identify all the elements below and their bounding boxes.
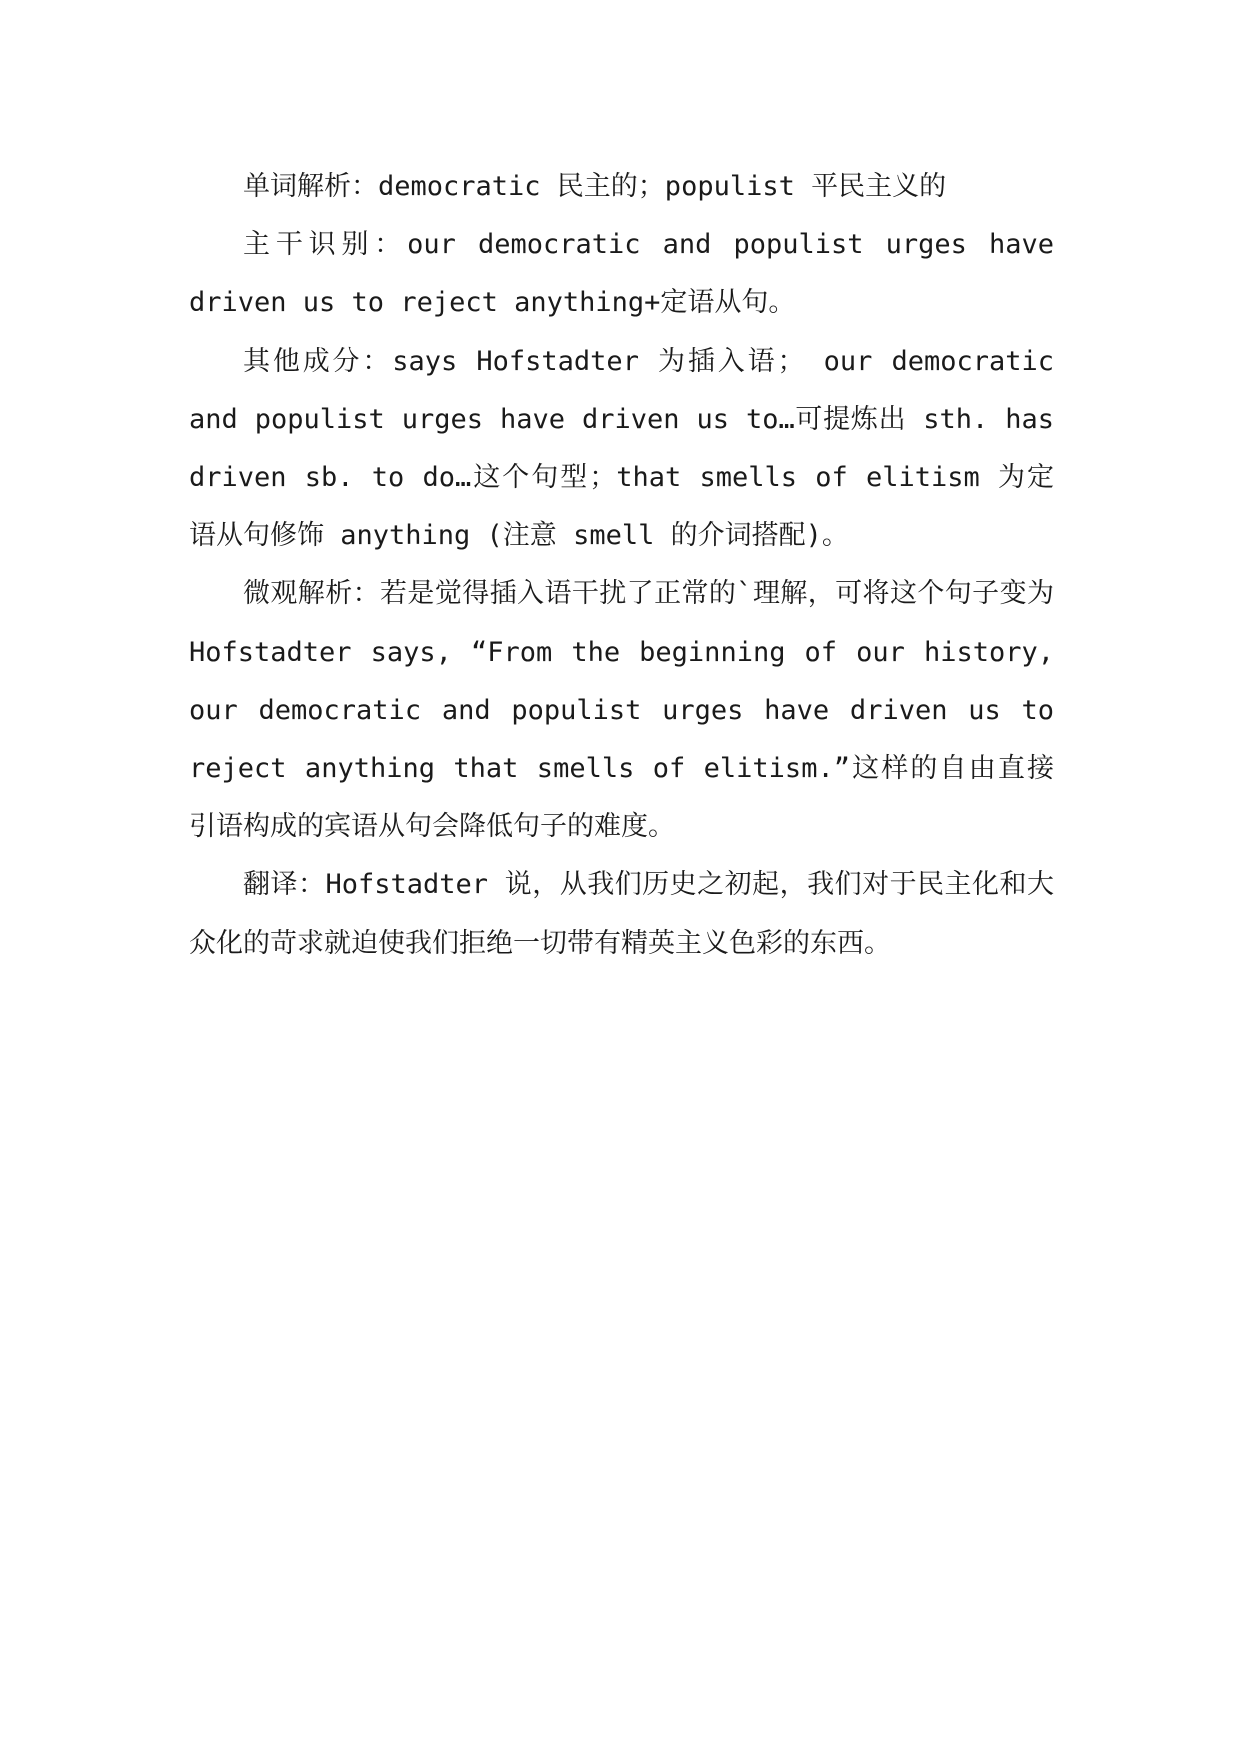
paragraph-micro-analysis: 微观解析：若是觉得插入语干扰了正常的`理解，可将这个句子变为 Hofstadter says, “From the beginning of our history, our democratic and populist urges have driven us to reject anything that smells of elitism.”这样的自由直接引语构成的宾语从句会降低句子的难度。: [189, 578, 1054, 843]
paragraph-main-clause: 主干识别：our democratic and populist urges have driven us to reject anything+定语从句。: [189, 229, 1054, 319]
paragraph-word-analysis: 单词解析：democratic 民主的；populist 平民主义的: [243, 171, 947, 202]
paragraph-translation: 翻译：Hofstadter 说，从我们历史之初起，我们对于民主化和大众化的苛求就迫使我们拒绝一切带有精英主义色彩的东西。: [189, 869, 1054, 959]
document-body: [189, 158, 1054, 973]
paragraph-other-components: 其他成分：says Hofstadter 为插入语； our democratic and populist urges have driven us to…可提炼出 sth. has driven sb. to do…这个句型；that smells of elitism 为定语从句修饰 anything (注意 smell 的介词搭配)。: [189, 345, 1054, 552]
